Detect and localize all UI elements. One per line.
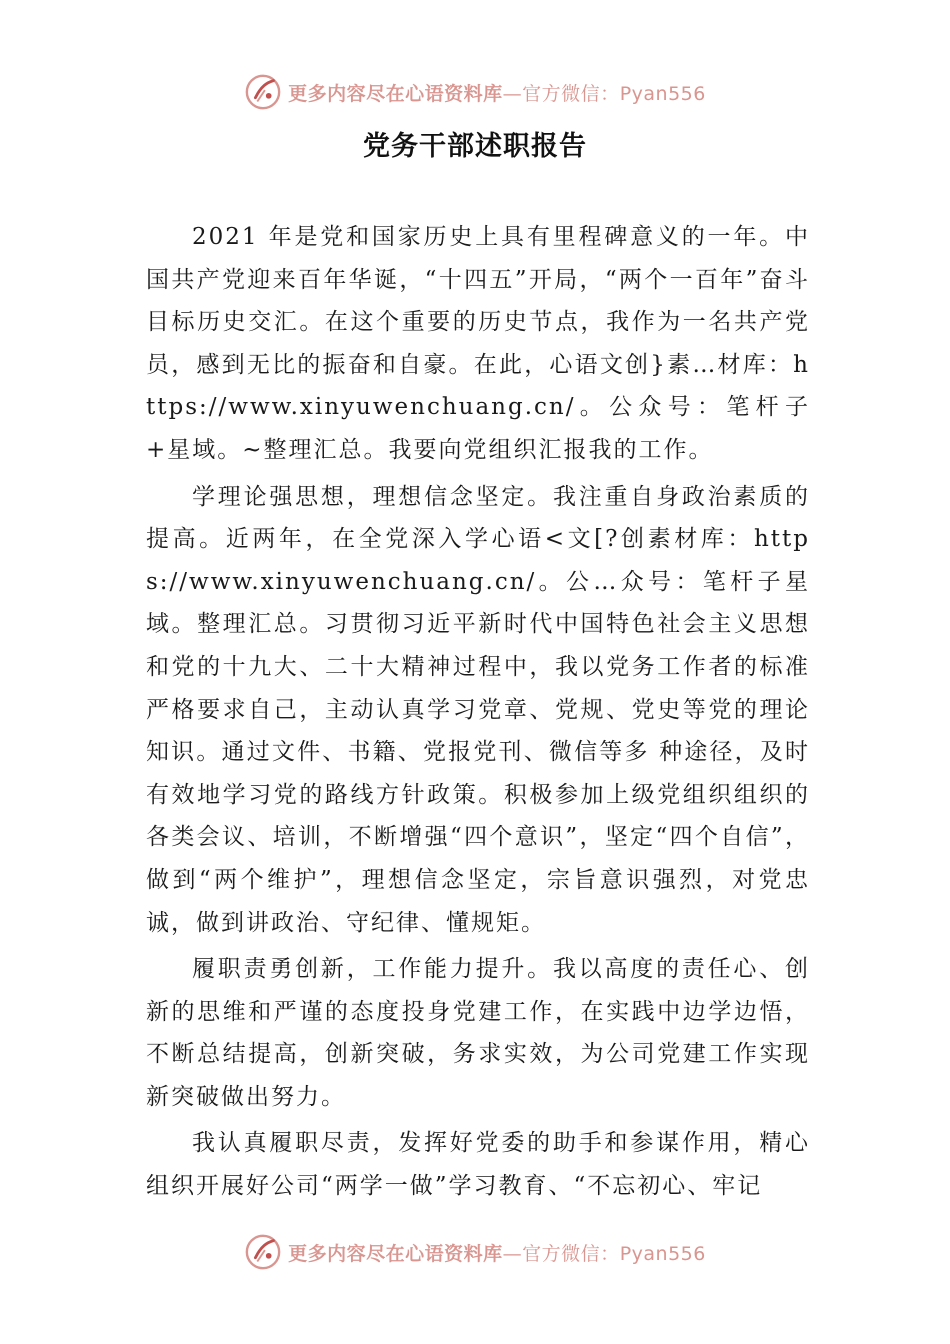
- logo-icon: [244, 1233, 282, 1271]
- paragraph-3: 履职责勇创新，工作能力提升。我以高度的责任心、创新的思维和严谨的态度投身党建工作，在实践中边学边悟， 不断总结提高，创新突破，务求实效，为公司党建工作实现新突破做出努力。: [146, 956, 810, 1110]
- footer-watermark-banner: [0, 1230, 950, 1274]
- header-watermark-banner: [0, 70, 950, 114]
- banner-dash: —: [502, 1242, 523, 1265]
- paragraph-2: 学理论强思想，理想信念坚定。我注重自身政治素质的提高。近两年，在全党深入学心语<文[?创素材库：https://www.xinyuwenchuang.cn/。公…众号：笔杆子星域。整理汇总。习贯彻习近平新时代中国特色社会主义思想和党的十九大、二十大精神过程中，我以党务工作者的标准严格要求自己，主动认真学习党章、党规、党史等党的理论知识。通过文件、书籍、党报党刊、微信等多 种途径，及时有效地学习党的路线方针政策。积极参加上级党组织组织的各类会议、培训，不断增强“四个意识”，坚定“四个自信”，做到“两个维护”，理想信念坚定，宗旨意识强烈，对党忠诚，做到讲政治、守纪律、懂规矩。: [146, 483, 810, 936]
- document-title: 党务干部述职报告: [363, 131, 587, 162]
- banner-brand: 更多内容尽在心语资料库: [288, 82, 503, 105]
- logo-icon: [244, 73, 282, 111]
- banner-label: 官方微信：: [522, 1242, 620, 1265]
- document-body: [146, 216, 810, 1212]
- banner-brand: 更多内容尽在心语资料库: [288, 1242, 503, 1265]
- banner-wechat-id: Pyan556: [619, 82, 706, 105]
- banner-text: [288, 1239, 706, 1266]
- paragraph-1: 2021 年是党和国家历史上具有里程碑意义的一年。中国共产党迎来百年华诞，“十四五”开局，“两个一百年”奋斗目标历史交汇。在这个重要的历史节点，我作为一名共产党员，感到无比的振奋和自豪。在此，心语文创}素…材库：https://www.xinyuwenchuang.cn/。公众号：笔杆子+星域。~整理汇总。我要向党组织汇报我的工作。: [146, 224, 810, 463]
- banner-text: [288, 79, 706, 106]
- banner-dash: —: [502, 82, 523, 105]
- banner-wechat-id: Pyan556: [619, 1242, 706, 1265]
- banner-label: 官方微信：: [522, 82, 620, 105]
- paragraph-4: 我认真履职尽责，发挥好党委的助手和参谋作用，精心组织开展好公司“两学一做”学习教育、“不忘初心、牢记: [146, 1130, 810, 1200]
